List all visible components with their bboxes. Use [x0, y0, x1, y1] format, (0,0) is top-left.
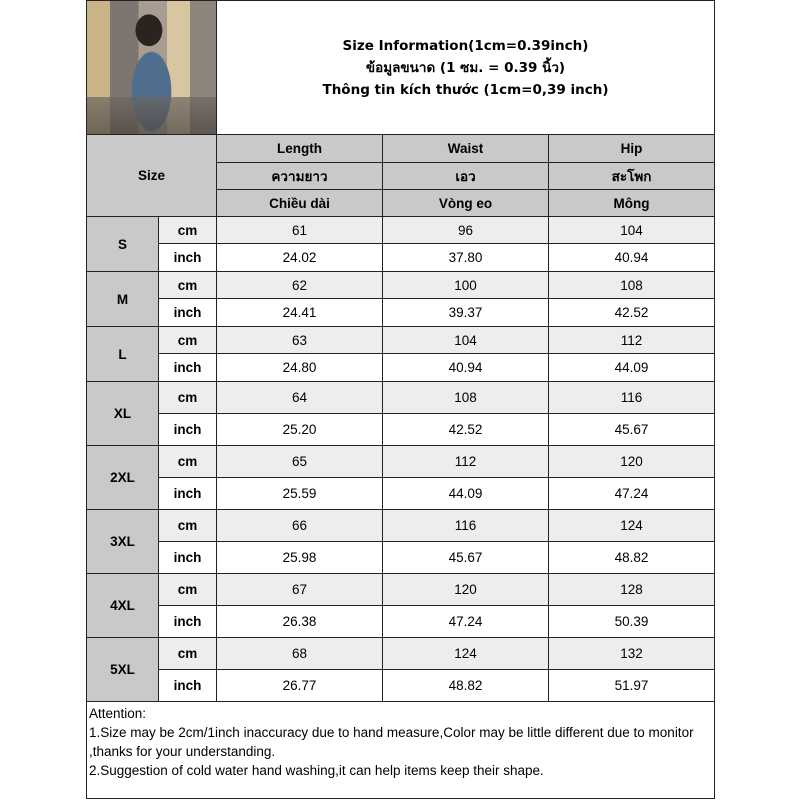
hip-value: 42.52	[549, 299, 715, 327]
hip-value: 45.67	[549, 414, 715, 446]
size-name: L	[87, 327, 159, 382]
waist-value: 108	[383, 382, 549, 414]
size-row-cm	[87, 638, 715, 670]
waist-value: 120	[383, 574, 549, 606]
size-row-inch	[87, 244, 715, 272]
size-row-cm	[87, 272, 715, 299]
notes-row	[87, 702, 715, 799]
waist-value: 40.94	[383, 354, 549, 382]
waist-value: 48.82	[383, 670, 549, 702]
length-value: 26.77	[217, 670, 383, 702]
column-header-hip-thai: สะโพก	[549, 163, 715, 190]
length-value: 62	[217, 272, 383, 299]
length-value: 66	[217, 510, 383, 542]
column-header-length: Length	[217, 135, 383, 163]
length-value: 26.38	[217, 606, 383, 638]
size-row-inch	[87, 299, 715, 327]
length-value: 67	[217, 574, 383, 606]
hip-value: 50.39	[549, 606, 715, 638]
unit-label: inch	[159, 606, 217, 638]
waist-value: 100	[383, 272, 549, 299]
notes-heading: Attention:	[89, 706, 147, 721]
size-row-inch	[87, 542, 715, 574]
unit-label: inch	[159, 542, 217, 574]
column-header-waist: Waist	[383, 135, 549, 163]
hip-value: 108	[549, 272, 715, 299]
unit-label: cm	[159, 217, 217, 244]
size-name: 5XL	[87, 638, 159, 702]
size-row-inch	[87, 478, 715, 510]
unit-label: inch	[159, 244, 217, 272]
note-1: 1.Size may be 2cm/1inch inaccuracy due to hand measure,Color may be little different due to monitor ,thanks for your understanding.	[89, 725, 694, 759]
unit-label: cm	[159, 272, 217, 299]
size-name: 2XL	[87, 446, 159, 510]
size-row-cm	[87, 217, 715, 244]
waist-value: 124	[383, 638, 549, 670]
size-name: 4XL	[87, 574, 159, 638]
unit-label: cm	[159, 446, 217, 478]
title-english: Size Information(1cm=0.39inch)	[342, 37, 589, 54]
hip-value: 124	[549, 510, 715, 542]
size-row-cm	[87, 382, 715, 414]
hip-value: 112	[549, 327, 715, 354]
column-header-waist-vietnamese: Vòng eo	[383, 190, 549, 217]
size-row-cm	[87, 446, 715, 478]
column-header-length-vietnamese: Chiều dài	[217, 190, 383, 217]
hip-value: 116	[549, 382, 715, 414]
waist-value: 47.24	[383, 606, 549, 638]
title-row	[87, 1, 715, 135]
size-chart-sheet	[86, 0, 714, 800]
size-name: S	[87, 217, 159, 272]
title-vietnamese: Thông tin kích thước (1cm=0,39 inch)	[322, 81, 609, 98]
hip-value: 104	[549, 217, 715, 244]
unit-label: cm	[159, 327, 217, 354]
hip-value: 48.82	[549, 542, 715, 574]
size-row-inch	[87, 606, 715, 638]
waist-value: 104	[383, 327, 549, 354]
size-row-cm	[87, 327, 715, 354]
size-row-cm	[87, 510, 715, 542]
waist-value: 42.52	[383, 414, 549, 446]
column-header-waist-thai: เอว	[383, 163, 549, 190]
length-value: 24.80	[217, 354, 383, 382]
waist-value: 45.67	[383, 542, 549, 574]
waist-value: 116	[383, 510, 549, 542]
unit-label: cm	[159, 510, 217, 542]
length-value: 25.98	[217, 542, 383, 574]
length-value: 24.02	[217, 244, 383, 272]
size-name: M	[87, 272, 159, 327]
size-name: XL	[87, 382, 159, 446]
waist-value: 39.37	[383, 299, 549, 327]
size-row-inch	[87, 354, 715, 382]
size-table	[86, 0, 715, 799]
size-name: 3XL	[87, 510, 159, 574]
unit-label: inch	[159, 299, 217, 327]
hip-value: 51.97	[549, 670, 715, 702]
length-value: 25.20	[217, 414, 383, 446]
waist-value: 96	[383, 217, 549, 244]
waist-value: 37.80	[383, 244, 549, 272]
size-information-title	[217, 1, 715, 135]
title-thai: ข้อมูลขนาด (1 ซม. = 0.39 นิ้ว)	[365, 59, 566, 76]
length-value: 63	[217, 327, 383, 354]
hip-value: 40.94	[549, 244, 715, 272]
unit-label: inch	[159, 670, 217, 702]
size-header: Size	[87, 135, 217, 217]
waist-value: 44.09	[383, 478, 549, 510]
size-row-inch	[87, 670, 715, 702]
column-header-length-thai: ความยาว	[217, 163, 383, 190]
unit-label: inch	[159, 478, 217, 510]
length-value: 65	[217, 446, 383, 478]
product-photo	[87, 1, 217, 135]
note-2: 2.Suggestion of cold water hand washing,it can help items keep their shape.	[89, 763, 544, 778]
unit-label: cm	[159, 574, 217, 606]
length-value: 24.41	[217, 299, 383, 327]
size-row-cm	[87, 574, 715, 606]
length-value: 68	[217, 638, 383, 670]
size-row-inch	[87, 414, 715, 446]
waist-value: 112	[383, 446, 549, 478]
unit-label: cm	[159, 382, 217, 414]
unit-label: inch	[159, 354, 217, 382]
hip-value: 47.24	[549, 478, 715, 510]
hip-value: 132	[549, 638, 715, 670]
column-header-hip: Hip	[549, 135, 715, 163]
unit-label: inch	[159, 414, 217, 446]
length-value: 64	[217, 382, 383, 414]
header-row-english	[87, 135, 715, 163]
unit-label: cm	[159, 638, 217, 670]
length-value: 61	[217, 217, 383, 244]
attention-notes	[87, 702, 715, 799]
column-header-hip-vietnamese: Mông	[549, 190, 715, 217]
length-value: 25.59	[217, 478, 383, 510]
hip-value: 128	[549, 574, 715, 606]
hip-value: 120	[549, 446, 715, 478]
hip-value: 44.09	[549, 354, 715, 382]
